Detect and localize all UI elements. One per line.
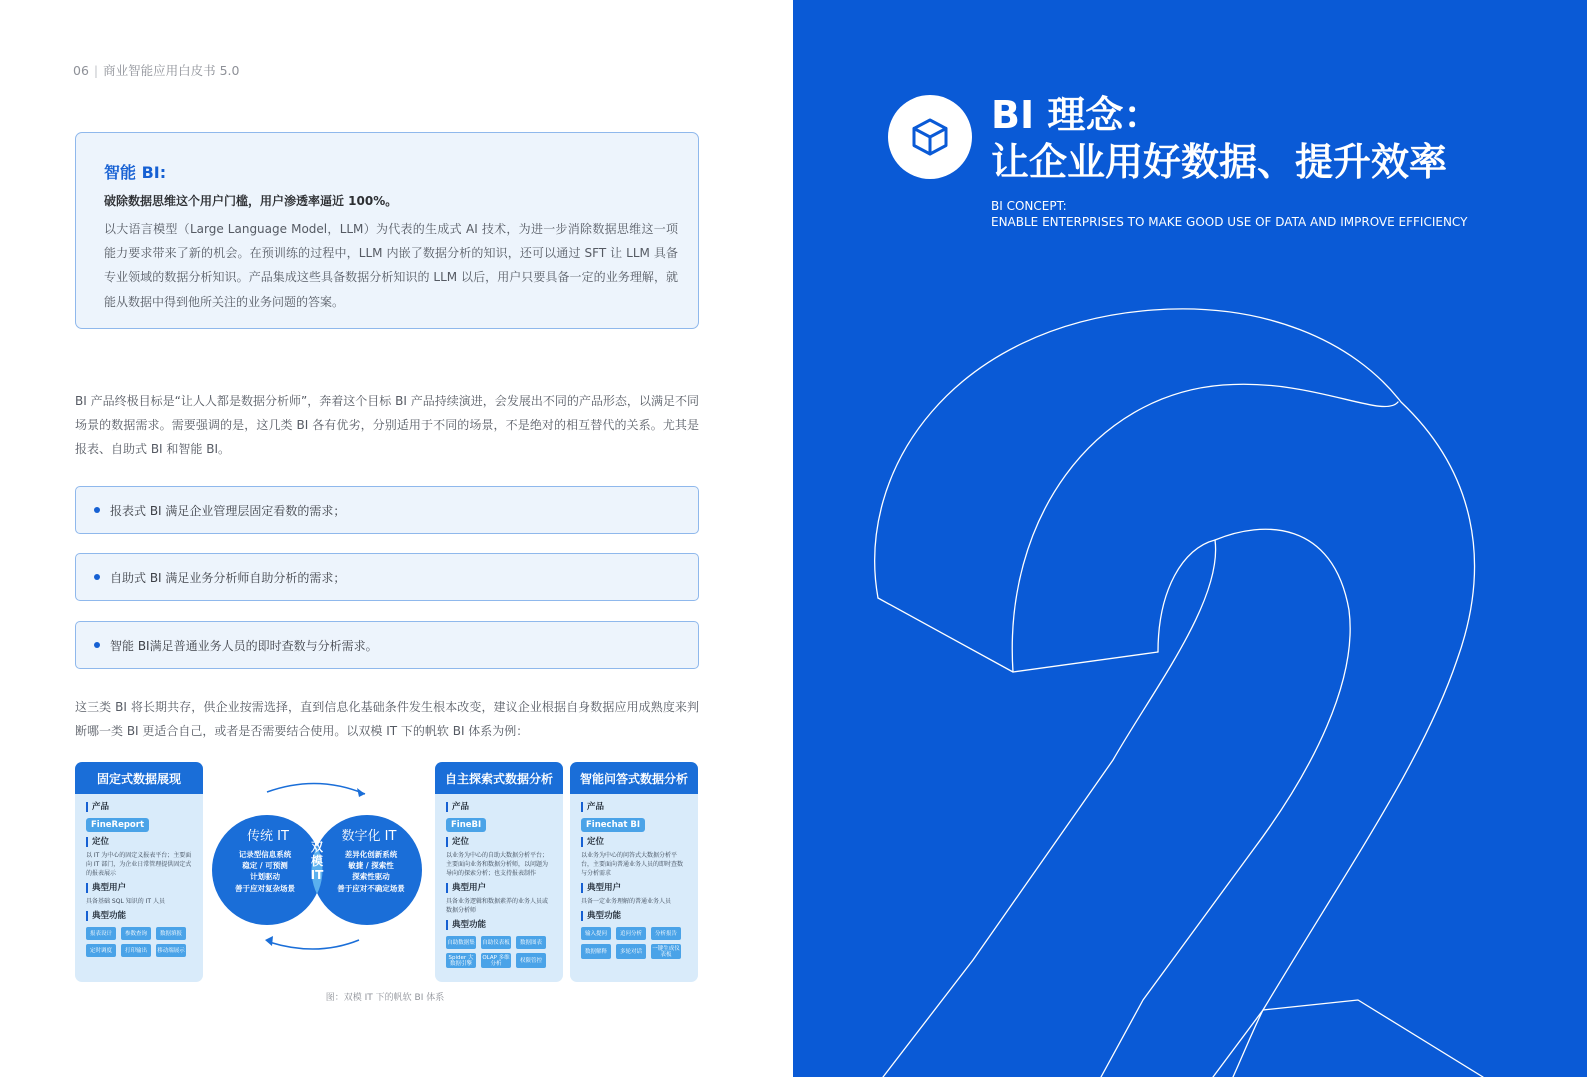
traditional-it-title: 传统 IT	[247, 829, 289, 844]
product-badge: FineReport	[86, 818, 149, 832]
card-header: 自主探索式数据分析	[435, 762, 563, 794]
feature-grid	[446, 936, 553, 968]
bullet-text: 自助式 BI 满足业务分析师自助分析的需求；	[110, 570, 346, 585]
feature-chip: 打印输出	[121, 944, 151, 957]
dual-mode-it-venn	[207, 782, 427, 958]
bullet-dot-icon	[94, 507, 100, 513]
left-page	[0, 0, 793, 1077]
center-char: 双	[310, 840, 323, 854]
self-explore-card	[435, 762, 563, 982]
header-separator: |	[93, 63, 99, 78]
product-label: 产品	[446, 802, 553, 812]
feature-chip: 分析报告	[651, 927, 681, 940]
trait-line: 差异化创新系统	[344, 850, 398, 859]
feature-grid	[86, 927, 193, 957]
feature-chip: 一键生成仪表板	[652, 945, 680, 958]
users-label: 典型用户	[446, 883, 553, 893]
features-label: 典型功能	[581, 911, 688, 921]
product-label: 产品	[581, 802, 688, 812]
position-text: 以 IT 为中心的固定义报表平台；主要面向 IT 部门，为企业日常管理提供固定式的报表展示	[86, 852, 192, 877]
feature-chip: OLAP 多维分析	[482, 954, 510, 967]
position-text: 以业务为中心的问答式大数据分析平台，主要面向普通业务人员的即时查数与分析需求	[581, 852, 684, 877]
feature-chip: 数据解释	[581, 944, 611, 959]
users-text: 具备基础 SQL 知识的 IT 人员	[86, 898, 165, 905]
position-label: 定位	[86, 837, 193, 847]
chapter-title	[991, 92, 1447, 186]
feature-chip: 移动端展示	[156, 944, 186, 957]
trait-line: 善于应对复杂场景	[235, 883, 295, 893]
conclusion-paragraph: 这三类 BI 将长期共存，供企业按需选择，直到信息化基础条件发生根本改变，建议企业根据自身数据应用成熟度来判断哪一类 BI 更适合自己，或者是否需要结合使用。以双模 IT 下的帆软 BI 体系为例：	[75, 700, 699, 739]
users-label: 典型用户	[581, 883, 688, 893]
page-number: 06	[73, 63, 89, 78]
feature-chip: 输入提问	[581, 927, 611, 940]
dual-mode-label	[307, 840, 327, 882]
users-text: 具备一定业务理解的普通业务人员	[581, 898, 672, 905]
features-label: 典型功能	[446, 920, 553, 930]
trait-line: 探索性驱动	[352, 872, 390, 882]
feature-chip: 自助仪表板	[481, 936, 511, 949]
bottom-arrow-arc	[269, 940, 359, 949]
top-arrow-head	[357, 788, 365, 797]
users-label: 典型用户	[86, 883, 193, 893]
position-text: 以业务为中心的自助大数据分析平台；主要面向业务和数据分析师，以问题为导向的探索分析；也支持报表制作	[446, 852, 549, 877]
feature-chip: 多轮对话	[616, 944, 646, 959]
trait-line: 善于应对不确定场景	[337, 883, 405, 893]
document-title: 商业智能应用白皮书 5.0	[103, 63, 240, 78]
users-text: 具备业务逻辑和数据素养的业务人员或数据分析师	[446, 898, 549, 914]
chapter-subtitle-line1: BI CONCEPT:	[991, 199, 1067, 213]
chapter-subtitle	[991, 198, 1467, 230]
center-char: IT	[310, 868, 324, 882]
callout-subtitle: 破除数据思维这个用户门槛，用户渗透率逼近 100%。	[104, 194, 398, 208]
digital-it-traits	[319, 849, 423, 894]
features-label: 典型功能	[86, 911, 193, 921]
feature-chip: 数据图表	[516, 936, 546, 949]
bullet-dot-icon	[94, 642, 100, 648]
center-char: 模	[310, 854, 323, 868]
bullet-dot-icon	[94, 574, 100, 580]
trait-line: 记录型信息系统	[238, 850, 292, 859]
traditional-it-traits	[213, 849, 317, 894]
callout-body: 以大语言模型（Large Language Model，LLM）为代表的生成式 AI 技术，为进一步消除数据思维这一项能力要求带来了新的机会。在预训练的过程中，LLM 内嵌了数据分析的知识，还可以通过 SFT 让 LLM 具备专业领域的数据分析知识。产品集成这些具备数据分析知识的 LLM 以后，用户只要具备一定的业务理解，就能从数据中得到他所关注的业务问题的答案。	[104, 222, 678, 309]
feature-chip: 参数查询	[121, 927, 151, 940]
trait-line: 稳定 / 可预测	[242, 861, 288, 871]
feature-chip: 报表设计	[86, 927, 116, 940]
feature-chip: 自助数据集	[446, 936, 476, 949]
smart-qa-card	[570, 762, 698, 982]
intro-paragraph: BI 产品终极目标是“让人人都是数据分析师”，奔着这个目标 BI 产品持续演进，会发展出不同的产品形态，以满足不同场景的数据需求。需要强调的是，这几类 BI 各有优劣，分别适用于不同的场景，不是绝对的相互替代的关系。尤其是报表、自助式 BI 和智能 BI。	[75, 394, 699, 457]
feature-chip: Spider 大数据引擎	[446, 953, 476, 968]
chapter-cover-page	[793, 0, 1587, 1077]
trait-line: 计划驱动	[250, 872, 280, 882]
feature-chip: 追问分析	[616, 927, 646, 940]
bullet-report-bi	[75, 486, 699, 534]
chapter-subtitle-line2: ENABLE ENTERPRISES TO MAKE GOOD USE OF DATA AND IMPROVE EFFICIENCY	[991, 215, 1468, 229]
cube-icon	[908, 115, 952, 159]
position-label: 定位	[446, 837, 553, 847]
product-badge: Finechat BI	[581, 818, 645, 832]
bullet-smart-bi	[75, 621, 699, 669]
chapter-title-line1: BI 理念：	[991, 93, 1162, 137]
feature-grid	[581, 927, 688, 959]
feature-chip: 权限管控	[516, 953, 546, 968]
product-label: 产品	[86, 802, 193, 812]
figure-caption: 图：双模 IT 下的帆软 BI 体系	[325, 993, 445, 1003]
card-header: 固定式数据展现	[75, 762, 203, 794]
top-arrow-arc	[267, 783, 365, 794]
feature-chip: 定时调度	[86, 944, 116, 957]
smart-bi-callout	[75, 132, 699, 329]
bullet-text: 报表式 BI 满足企业管理层固定看数的需求；	[110, 503, 346, 518]
bottom-arrow-head	[265, 936, 273, 946]
logo-badge	[888, 95, 972, 179]
chapter-title-line2: 让企业用好数据、提升效率	[991, 140, 1448, 184]
bullet-text: 智能 BI满足普通业务人员的即时查数与分析需求。	[110, 638, 378, 653]
callout-title: 智能 BI:	[104, 163, 167, 182]
position-label: 定位	[581, 837, 688, 847]
page-header	[73, 61, 239, 79]
feature-chip: 数据填报	[156, 927, 186, 940]
card-header: 智能问答式数据分析	[570, 762, 698, 794]
fixed-report-card	[75, 762, 203, 982]
trait-line: 敏捷 / 探索性	[348, 861, 394, 871]
product-badge: FineBI	[446, 818, 486, 832]
digital-it-title: 数字化 IT	[341, 829, 397, 844]
bullet-self-service-bi	[75, 553, 699, 601]
